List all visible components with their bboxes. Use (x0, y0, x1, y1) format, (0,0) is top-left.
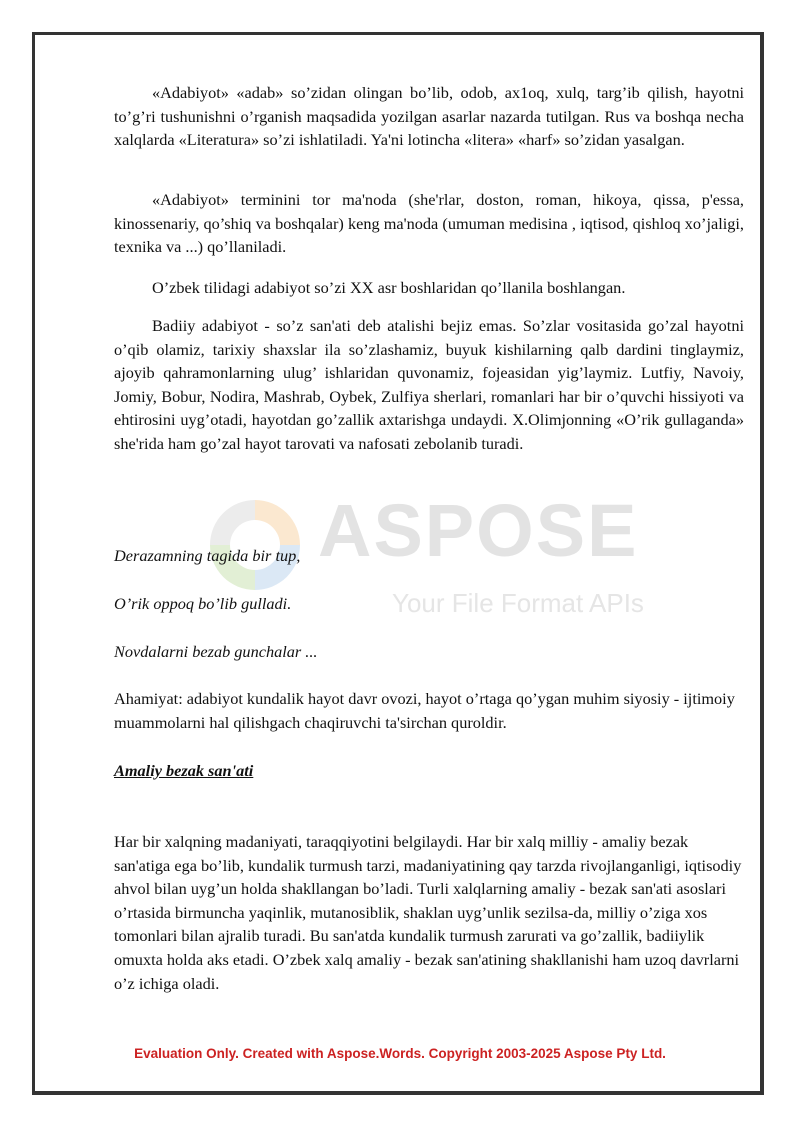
paragraph-4-block (114, 314, 744, 456)
verse-line-1: Derazamning tagida bir tup, (114, 546, 301, 565)
paragraph-6: Har bir xalqning madaniyati, taraqqiyotini belgilaydi. Har bir xalq milliy - amaliy bezak san'atiga ega bo’lib, kundalik turmush tarzi, madaniyatining qay tarzda rivojlanganligi, iqtisodiy ahvol bilan uyg’un holda shakllangan bo’ladi. Turli xalqlarning amaliy - bezak san'ati asoslari o’rtasida birmuncha yaqinlik, mutanosiblik, shaklan uyg’unlik sezilsa-da, milliy o’ziga xos tomonlari bilan ajralib turadi. Bu san'atda kundalik turmush zarurati va go’zallik, badiiylik omuxta holda aks etadi. O’zbek xalq amaliy - bezak san'atining shakllanishi ham uzoq davrlarni o’z ichiga oladi. (114, 832, 742, 993)
section-heading-block (114, 759, 744, 783)
evaluation-footer: Evaluation Only. Created with Aspose.Words. Copyright 2003-2025 Aspose Pty Ltd. (134, 1046, 666, 1061)
paragraph-5-block (114, 687, 744, 734)
verse-line-3-block (114, 640, 744, 664)
paragraph-3-block (114, 276, 744, 300)
paragraph-1-block (114, 81, 744, 152)
section-heading: Amaliy bezak san'ati (114, 761, 254, 780)
verse-line-2: O’rik oppoq bo’lib gulladi. (114, 594, 292, 613)
verse-line-3: Novdalarni bezab gunchalar ... (114, 642, 318, 661)
paragraph-5: Ahamiyat: adabiyot kundalik hayot davr ovozi, hayot o’rtaga qo’ygan muhim siyosiy - ijtimoiy muammolarni hal qilishgach chaqiruvchi ta'sirchan quroldir. (114, 689, 735, 732)
verse-line-2-block (114, 588, 744, 618)
paragraph-4: Badiiy adabiyot - so’z san'ati deb atalishi bejiz emas. So’zlar vositasida go’zal hayotni o’qib olamiz, tarixiy shaxslar ila so’zlashamiz, buyuk kishilarning qalb dardini tinglaymiz, ajoyib qahramonlarning ulug’ ishlaridan quvonamiz, fojeasidan yig’laymiz. Lutfiy, Navoiy, Jomiy, Bobur, Nodira, Mashrab, Oybek, Zulfiya sherlari, romanlari har bir o’quvchi hissiyoti va ehtirosini uyg’otadi, hayotdan go’zallik axtarishga undaydi. X.Olimjonning «O’rik gullaganda» she'rida ham go’zal hayot tarovati va nafosati zebolanib turadi. (114, 316, 744, 453)
paragraph-2: «Adabiyot» terminini tor ma'noda (she'rlar, doston, roman, hikoya, qissa, p'essa, kinossenariy, qo’shiq va boshqalar) keng ma'noda (umuman medisina , iqtisod, qishloq xo’jaligi, texnika va ...) qo’llaniladi. (114, 190, 744, 257)
paragraph-3: O’zbek tilidagi adabiyot so’zi XX asr boshlaridan qo’llanila boshlangan. (152, 278, 626, 297)
watermark-title: ASPOSE (318, 489, 639, 572)
paragraph-2-block (114, 188, 744, 259)
verse-line-1-block (114, 544, 744, 568)
watermark-subtitle: Your File Format APIs (392, 588, 644, 618)
paragraph-6-block (114, 830, 744, 995)
paragraph-1: «Adabiyot» «adab» so’zidan olingan bo’lib, odob, ax1oq, xulq, targ’ib qilish, hayotni to’g’ri tushunishni o’rganish maqsadida yozilgan asarlar nazarda tutilgan. Rus va boshqa necha xalqlarda «Literatura» so’zi ishlatiladi. Ya'ni lotincha «litera» «harf» so’zidan yasalgan. (114, 83, 744, 150)
